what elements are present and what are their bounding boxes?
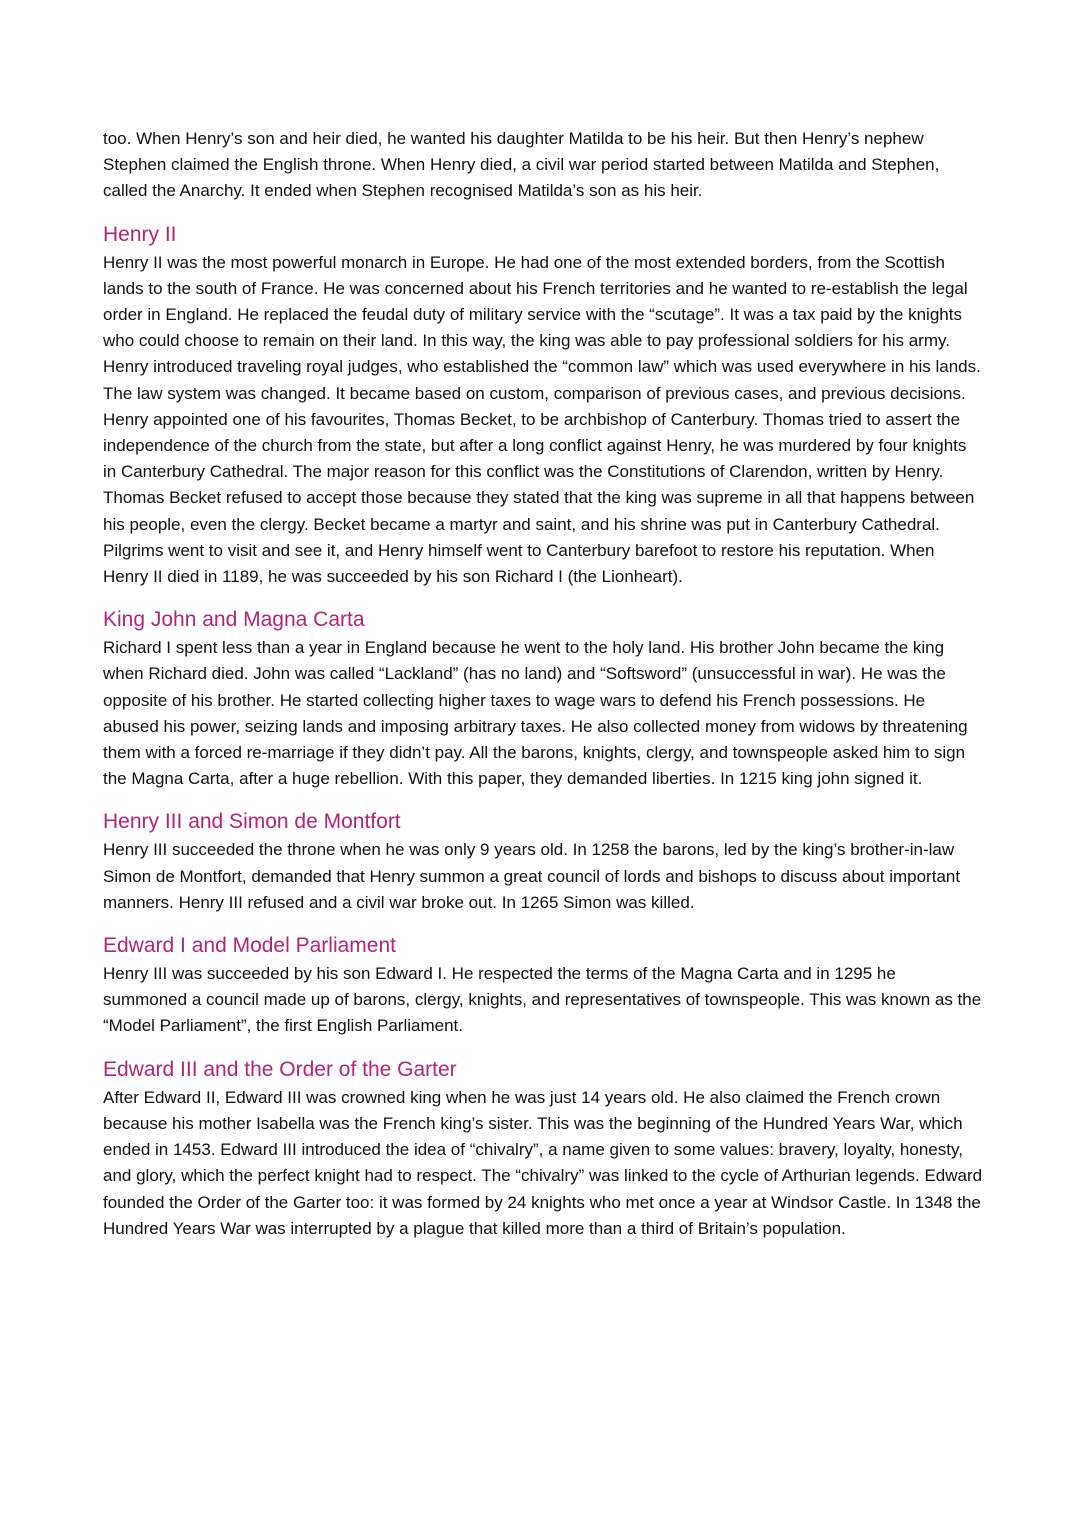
section-edward-i-model-parliament <box>103 932 983 1040</box>
section-heading: Edward III and the Order of the Garter <box>103 1057 457 1081</box>
document-page <box>103 126 983 1242</box>
section-body: Henry II was the most powerful monarch in Europe. He had one of the most extended borders, from the Scottish lands to the south of France. He was concerned about his French territories and he wanted to re-establish the legal order in England. He replaced the feudal duty of military service with the “scutage”. It was a tax paid by the knights who could choose to remain on their land. In this way, the king was able to pay professional soldiers for his army. Henry introduced traveling royal judges, who established the “common law” which was used everywhere in his lands. The law system was changed. It became based on custom, comparison of previous cases, and previous decisions. Henry appointed one of his favourites, Thomas Becket, to be archbishop of Canterbury. Thomas tried to assert the independence of the church from the state, but after a long conflict against Henry, he was murdered by four knights in Canterbury Cathedral. The major reason for this conflict was the Constitutions of Clarendon, written by Henry. Thomas Becket refused to accept those because they stated that the king was supreme in all that happens between his people, even the clergy. Becket became a martyr and saint, and his shrine was put in Canterbury Cathedral. Pilgrims went to visit and see it, and Henry himself went to Canterbury barefoot to restore his reputation. When Henry II died in 1189, he was succeeded by his son Richard I (the Lionheart). <box>103 252 981 587</box>
section-edward-iii-order-of-garter <box>103 1056 983 1242</box>
intro-paragraph: too. When Henry’s son and heir died, he wanted his daughter Matilda to be his heir. But then Henry’s nephew Stephen claimed the English throne. When Henry died, a civil war period started between Matilda and Stephen, called the Anarchy. It ended when Stephen recognised Matilda’s son as his heir. <box>103 129 940 201</box>
section-heading: Henry II <box>103 222 177 246</box>
section-heading: Edward I and Model Parliament <box>103 934 396 958</box>
section-king-john-magna-carta <box>103 606 983 792</box>
section-heading: King John and Magna Carta <box>103 608 365 632</box>
section-henry-ii <box>103 221 983 591</box>
section-body: Henry III was succeeded by his son Edward I. He respected the terms of the Magna Carta and in 1295 he summoned a council made up of barons, clergy, knights, and representatives of townspeople. This was known as the “Model Parliament”, the first English Parliament. <box>103 964 982 1036</box>
section-body: Henry III succeeded the throne when he was only 9 years old. In 1258 the barons, led by the king’s brother-in-law Simon de Montfort, demanded that Henry summon a great council of lords and bishops to discuss about important manners. Henry III refused and a civil war broke out. In 1265 Simon was killed. <box>103 840 961 912</box>
section-body: After Edward II, Edward III was crowned king when he was just 14 years old. He also claimed the French crown because his mother Isabella was the French king’s sister. This was the beginning of the Hundred Years War, which ended in 1453. Edward III introduced the idea of “chivalry”, a name given to some values: bravery, loyalty, honesty, and glory, which the perfect knight had to respect. The “chivalry” was linked to the cycle of Arthurian legends. Edward founded the Order of the Garter too: it was formed by 24 knights who met once a year at Windsor Castle. In 1348 the Hundred Years War was interrupted by a plague that killed more than a third of Britain’s population. <box>103 1087 983 1238</box>
section-body: Richard I spent less than a year in England because he went to the holy land. His brother John became the king when Richard died. John was called “Lackland” (has no land) and “Softsword” (unsuccessful in war). He was the opposite of his brother. He started collecting higher taxes to wage wars to defend his French possessions. He abused his power, seizing lands and imposing arbitrary taxes. He also collected money from widows by threatening them with a forced re-marriage if they didn’t pay. All the barons, knights, clergy, and townspeople asked him to sign the Magna Carta, after a huge rebellion. With this paper, they demanded liberties. In 1215 king john signed it. <box>103 638 968 789</box>
section-heading: Henry III and Simon de Montfort <box>103 810 401 834</box>
section-henry-iii-simon-de-montfort <box>103 808 983 916</box>
